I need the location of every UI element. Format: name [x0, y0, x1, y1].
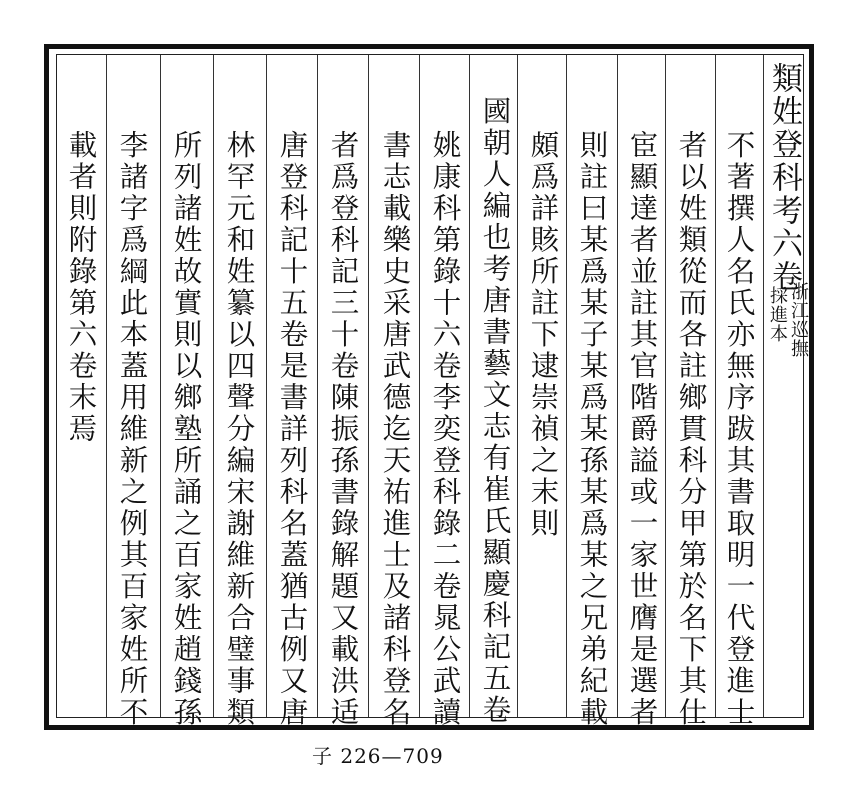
- page-number: 子 226—709: [312, 744, 444, 768]
- column-rule: [517, 55, 518, 717]
- column-rule: [266, 55, 267, 717]
- text-column-3: 宦顯達者並註其官階爵謚或一家世膺是選者: [625, 130, 659, 729]
- text-column-11: 林罕元和姓纂以四聲分編宋謝維新合璧事類: [222, 130, 256, 729]
- column-rule: [617, 55, 618, 717]
- column-rule: [763, 55, 764, 717]
- text-column-10: 唐登科記十五卷是書詳列科名蓋猶古例又唐: [275, 130, 309, 729]
- column-rule: [566, 55, 567, 717]
- text-column-13: 李諸字爲綱此本蓋用維新之例其百家姓所不: [115, 130, 149, 729]
- text-column-6: 國朝人編也考唐書藝文志有崔氏顯慶科記五卷: [478, 96, 512, 726]
- column-rule: [665, 55, 666, 717]
- text-column-12: 所列諸姓故實則以鄉塾所誦之百家姓趙錢孫: [169, 130, 203, 729]
- text-column-1: 不著撰人名氏亦無序跋其書取明一代登進士: [722, 130, 756, 729]
- title-note-province: 浙江巡撫: [788, 282, 809, 358]
- column-rule: [106, 55, 107, 717]
- column-rule: [317, 55, 318, 717]
- text-column-14: 載者則附錄第六卷末焉: [64, 130, 98, 445]
- text-column-8: 書志載樂史采唐武德迄天祐進士及諸科登名: [378, 130, 412, 729]
- column-rule: [368, 55, 369, 717]
- column-rule: [419, 55, 420, 717]
- text-column-5: 頗爲詳賅所註下逮崇禎之末則: [526, 130, 560, 540]
- text-column-9: 者爲登科記三十卷陳振孫書錄解題又載洪适: [326, 130, 360, 729]
- text-column-4: 則註曰某爲某子某爲某孫某爲某之兄弟紀載: [575, 130, 609, 729]
- column-rule: [469, 55, 470, 717]
- column-rule: [213, 55, 214, 717]
- text-column-7: 姚康科第錄十六卷李奕登科錄二卷晁公武讀: [428, 130, 462, 729]
- column-rule: [160, 55, 161, 717]
- column-rule: [715, 55, 716, 717]
- text-column-2: 者以姓類從而各註鄉貫科分甲第於名下其仕: [674, 130, 708, 729]
- book-title: 類姓登科考六卷: [766, 62, 802, 293]
- title-note-submission: 採進本: [767, 286, 788, 343]
